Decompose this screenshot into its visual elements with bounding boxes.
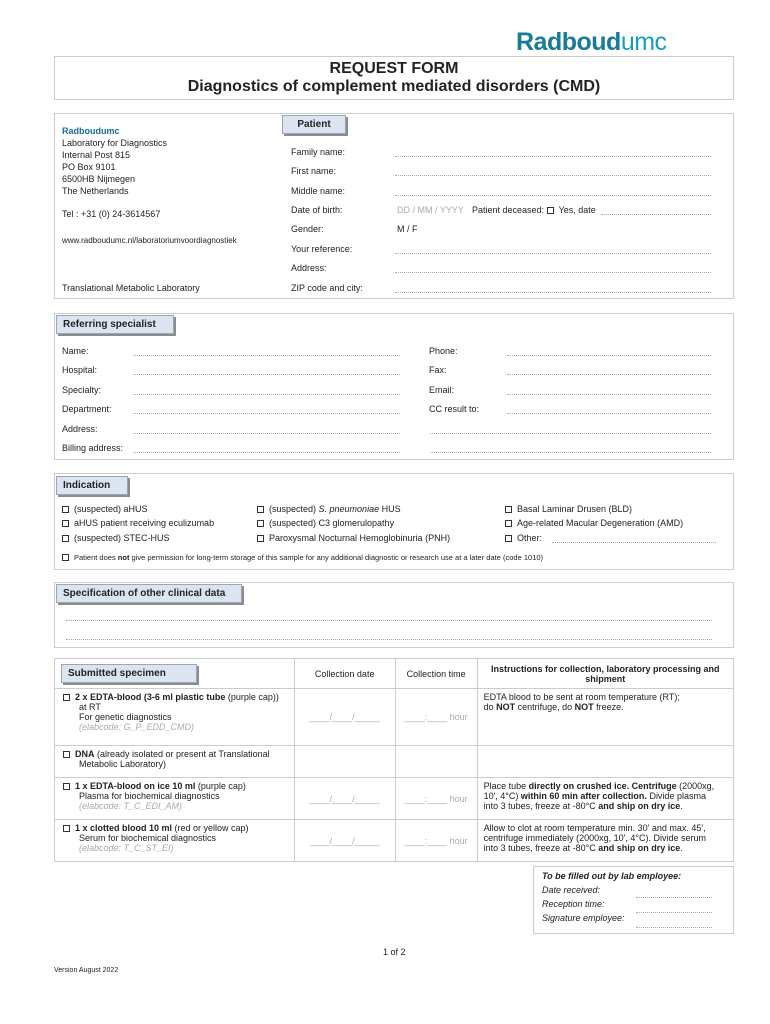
indication-header: Indication: [56, 476, 128, 495]
first-name-field[interactable]: [395, 167, 711, 176]
collection-time-field[interactable]: ____:____ hour: [395, 778, 477, 820]
checkbox[interactable]: [257, 535, 264, 542]
first-name-label: First name:: [291, 166, 337, 176]
zip-field[interactable]: [395, 284, 711, 293]
ref-address-field-2[interactable]: [430, 425, 711, 434]
checkbox[interactable]: [62, 506, 69, 513]
gender-label: Gender:: [291, 224, 324, 234]
hospital-field[interactable]: [133, 366, 400, 375]
middle-name-label: Middle name:: [291, 186, 346, 196]
indication-option[interactable]: Other:: [505, 533, 542, 543]
specimen-edta[interactable]: 2 x EDTA-blood (3-6 ml plastic tube (purple cap)): [63, 692, 288, 702]
checkbox[interactable]: [505, 506, 512, 513]
clinical-line[interactable]: [66, 631, 712, 640]
reception-time-field[interactable]: [636, 904, 712, 913]
checkbox[interactable]: [63, 825, 70, 832]
ref-address-field[interactable]: [133, 425, 400, 434]
form-subtitle: Diagnostics of complement mediated disorders (CMD): [187, 78, 601, 95]
collection-date-field[interactable]: ____/____/_____: [294, 778, 395, 820]
checkbox[interactable]: [62, 535, 69, 542]
indication-option[interactable]: Paroxysmal Nocturnal Hemoglobinuria (PNH): [257, 533, 450, 543]
indication-option[interactable]: (suspected) aHUS: [62, 504, 148, 514]
specimen-dna[interactable]: DNA (already isolated or present at Translational: [63, 749, 288, 759]
family-name-field[interactable]: [395, 148, 711, 157]
collection-date-field[interactable]: ____/____/_____: [294, 820, 395, 862]
consent-checkbox[interactable]: [62, 554, 69, 561]
consent-option[interactable]: Patient does not give permission for long-term storage of this sample for any additional diagnostic or research use at a later date (code 1010): [62, 553, 543, 562]
dob-field[interactable]: DD / MM / YYYY: [397, 205, 464, 215]
elabcode: (elabcode: T_C_ST_EI): [79, 843, 174, 853]
patient-header: Patient: [282, 115, 346, 134]
lab-line: 6500HB Nijmegen: [62, 174, 136, 184]
reception-time-label: Reception time:: [542, 899, 605, 909]
indication-option[interactable]: (suspected) S. pneumoniae HUS: [257, 504, 401, 514]
version-label: Version August 2022: [54, 967, 119, 974]
instruction-line: centrifuge immediately (2000xg, 10', 4°C). Divide serum: [483, 833, 706, 843]
checkbox[interactable]: [62, 520, 69, 527]
phone-field[interactable]: [507, 347, 711, 356]
col-collection-date: Collection date: [294, 659, 395, 689]
checkbox[interactable]: [257, 506, 264, 513]
signature-field[interactable]: [636, 919, 712, 928]
specialty-field[interactable]: [133, 386, 400, 395]
cc-field[interactable]: [507, 405, 711, 414]
elabcode: (elabcode: G_P_EDD_CMD): [79, 722, 195, 732]
checkbox[interactable]: [63, 694, 70, 701]
family-name-label: Family name:: [291, 147, 346, 157]
table-row: [55, 820, 734, 862]
specimen-detail: Plasma for biochemical diagnostics: [79, 791, 220, 801]
department-field[interactable]: [133, 405, 400, 414]
specimen-detail: at RT: [79, 702, 101, 712]
cc-label: CC result to:: [429, 404, 480, 414]
instruction-line: into 3 tubes, freeze at -80°C and ship on dry ice.: [483, 801, 683, 811]
indication-option[interactable]: (suspected) C3 glomerulopathy: [257, 518, 394, 528]
gender-field[interactable]: M / F: [397, 224, 418, 234]
billing-field[interactable]: [133, 444, 400, 453]
lab-url[interactable]: www.radboudumc.nl/laboratoriumvoordiagnostiek: [62, 236, 237, 245]
fax-label: Fax:: [429, 365, 447, 375]
clinical-header: Specification of other clinical data: [56, 584, 242, 603]
specimen-detail: Metabolic Laboratory): [79, 759, 167, 769]
specialty-label: Specialty:: [62, 385, 102, 395]
billing-label: Billing address:: [62, 443, 124, 453]
instructions-cell: [477, 820, 733, 862]
instructions-cell: [477, 778, 733, 820]
phone-label: Phone:: [429, 346, 458, 356]
referring-header: Referring specialist: [56, 315, 174, 334]
deceased-checkbox[interactable]: [547, 207, 554, 214]
lab-name: Radboudumc: [62, 126, 120, 136]
form-title: REQUEST FORM: [329, 60, 459, 77]
email-field[interactable]: [507, 386, 711, 395]
elabcode: (elabcode: T_C_EDI_AM): [79, 801, 183, 811]
signature-label: Signature employee:: [542, 913, 625, 923]
indication-option[interactable]: Basal Laminar Drusen (BLD): [505, 504, 632, 514]
instructions-cell: [477, 689, 733, 746]
col-instructions: Instructions for collection, laboratory processing and shipment: [477, 659, 733, 689]
date-received-field[interactable]: [636, 889, 712, 898]
date-received-label: Date received:: [542, 885, 601, 895]
table-row: [55, 689, 734, 746]
table-row: [55, 778, 734, 820]
specimen-detail: Serum for biochemical diagnostics: [79, 833, 217, 843]
collection-date-field[interactable]: ____/____/_____: [294, 689, 395, 746]
checkbox[interactable]: [505, 520, 512, 527]
zip-label: ZIP code and city:: [291, 283, 363, 293]
lab-line: Internal Post 815: [62, 150, 131, 160]
collection-time-field[interactable]: ____:____ hour: [395, 820, 477, 862]
middle-name-field[interactable]: [395, 187, 711, 196]
instruction-line: Allow to clot at room temperature min. 30' and max. 45',: [483, 823, 706, 833]
fax-field[interactable]: [507, 366, 711, 375]
ref-name-field[interactable]: [133, 347, 400, 356]
form-title-box: [54, 56, 734, 100]
specimen-header: Submitted specimen: [61, 664, 197, 683]
checkbox[interactable]: [505, 535, 512, 542]
instruction-line: EDTA blood to be sent at room temperature (RT);: [483, 692, 680, 702]
other-indication-field[interactable]: [552, 534, 716, 543]
checkbox[interactable]: [63, 751, 70, 758]
deceased-label: Patient deceased: Yes, date: [472, 205, 596, 215]
collection-time-field[interactable]: ____:____ hour: [395, 689, 477, 746]
specimen-edta-ice[interactable]: 1 x EDTA-blood on ice 10 ml (purple cap): [63, 781, 288, 791]
dob-label: Date of birth:: [291, 205, 343, 215]
instruction-line: into 3 tubes, freeze at -80°C and ship on dry ice.: [483, 843, 683, 853]
table-row: [55, 746, 734, 778]
specimen-detail: For genetic diagnostics: [79, 712, 172, 722]
lab-employee-title: To be filled out by lab employee:: [542, 871, 682, 881]
reference-label: Your reference:: [291, 244, 353, 254]
specimen-header-cell: [55, 659, 295, 689]
patient-address-label: Address:: [291, 263, 327, 273]
reference-field[interactable]: [395, 245, 711, 254]
specimen-clotted[interactable]: 1 x clotted blood 10 ml (red or yellow cap): [63, 823, 288, 833]
radboudumc-logo: Radboudumc: [516, 28, 667, 56]
lab-line: Laboratory for Diagnostics: [62, 138, 168, 148]
ref-name-label: Name:: [62, 346, 89, 356]
indication-option[interactable]: aHUS patient receiving eculizumab: [62, 518, 214, 528]
instruction-line: do NOT centrifuge, do NOT freeze.: [483, 702, 624, 712]
checkbox[interactable]: [63, 783, 70, 790]
ref-address-label: Address:: [62, 424, 98, 434]
col-collection-time: Collection time: [395, 659, 477, 689]
lab-line: The Netherlands: [62, 186, 129, 196]
patient-address-field[interactable]: [395, 264, 711, 273]
billing-field-2[interactable]: [430, 444, 711, 453]
email-label: Email:: [429, 385, 455, 395]
checkbox[interactable]: [257, 520, 264, 527]
indication-option[interactable]: (suspected) STEC-HUS: [62, 533, 170, 543]
lab-tel: Tel : +31 (0) 24-3614567: [62, 209, 161, 219]
instruction-line: Place tube directly on crushed ice. Centrifuge (2000xg,: [483, 781, 715, 791]
lab-line: PO Box 9101: [62, 162, 116, 172]
clinical-line[interactable]: [66, 612, 712, 621]
deceased-date-field[interactable]: [601, 206, 711, 215]
department-label: Department:: [62, 404, 112, 414]
indication-option[interactable]: Age-related Macular Degeneration (AMD): [505, 518, 683, 528]
hospital-label: Hospital:: [62, 365, 98, 375]
lab-department: Translational Metabolic Laboratory: [62, 283, 200, 293]
instruction-line: 10', 4°C) within 60 min after collection. Divide plasma: [483, 791, 706, 801]
page-number: 1 of 2: [383, 947, 406, 957]
specimen-table: [54, 658, 734, 862]
